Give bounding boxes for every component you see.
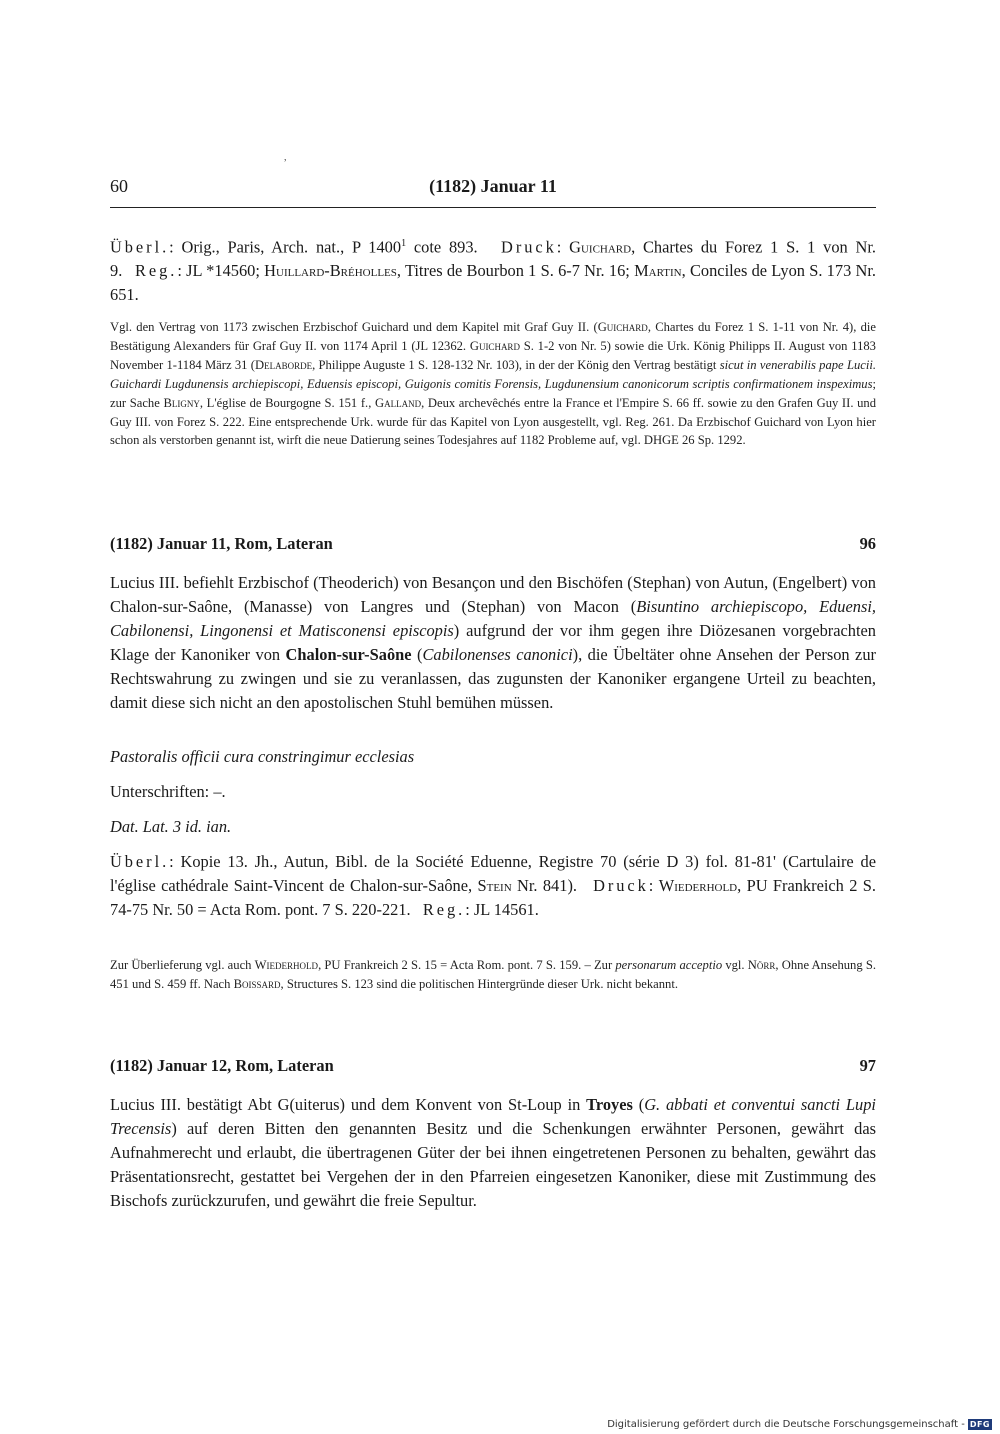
entry96-heading (110, 534, 876, 554)
dfg-logo: DFG (969, 1420, 990, 1429)
entry97-number: 97 (859, 1056, 876, 1075)
entry95-sources: Überl.: Orig., Paris, Arch. nat., P 1400$^1$ cote 893. Druck: Guichard, Chartes du Forez 1 S. 1 von Nr. 9. Reg.: JL *14560; Huillard-Bréholles, Titres de Bourbon 1 S. 6-7 Nr. 16; Martin, Conciles de Lyon S. 173 Nr. 651. (110, 237, 877, 305)
entry95-note: Vgl. den Vertrag von 1173 zwischen Erzbischof Guichard und dem Kapitel mit Graf Guy II. (Guichard, Chartes du Forez 1 S. 1-11 von Nr. 4), die Bestätigung Alexanders für Graf Guy II. von 1174 April 1 (JL 12362. Guichard S. 1-2 von Nr. 5) sowie die Urk. König Philipps II. August von 1183 November 1-1184 März 31 (Delaborde, Philippe Auguste 1 S. 128-132 Nr. 103), in der der König den Vertrag bestätigt sicut in venerabilis pape Lucii. Guichardi Lugdunensis archiepiscopi, Eduensis episcopi, Guigonis comitis Forensis, Lugdunensium canonicorum scriptis confirmationem inspeximus; zur Sache Bligny, L'église de Bourgogne S. 151 f., Galland, Deux archevêchés entre la France et l'Empire S. 66 ff. sowie zu den Grafen Guy II. und Guy III. von Forez S. 222. Eine entsprechende Urk. wurde für das Kapitel von Lyon ausgestellt, vgl. Reg. 261. Da Erzbischof Guichard von Lyon hier schon als verstorben genannt ist, wirft die neue Datierung seines Todesjahres auf 1182 Probleme auf, vgl. DHGE 26 Sp. 1292. (110, 320, 877, 448)
entry97-regest: Lucius III. bestätigt Abt G(uiterus) und dem Konvent von St-Loup in Troyes (G. abbati et conventui sancti Lupi Trecensis) auf deren Bitten den genannten Besitz und die Schenkungen erwähnter Personen, gewährt das Aufnahmerecht und erlaubt, die übertragenen Güter der bei ihnen eingetretenen Personen zu behalten, gewährt das Präsentationsrecht, gestattet bei Vergehen der in den Pfarreien eingesetzen Kanoniker, diese mit Zustimmung des Bischofs zurückzurufen, und gewährt die freie Sepultur. (110, 1095, 876, 1210)
entry96-dating: Dat. Lat. 3 id. ian. (110, 817, 232, 836)
running-title: (1182) Januar 11 (429, 176, 557, 196)
reg-label: Reg. (135, 261, 178, 281)
page-header (110, 176, 876, 202)
entry97-heading (110, 1056, 876, 1076)
druck-label: Druck (501, 237, 557, 257)
druck-label: Druck (593, 876, 649, 895)
page-number: 60 (110, 176, 128, 196)
funding-text: Digitalisierung gefördert durch die Deutsche Forschungsgemeinschaft - (607, 1419, 965, 1430)
stray-mark: , (284, 152, 287, 163)
entry96-sources: Überl.: Kopie 13. Jh., Autun, Bibl. de la Société Eduenne, Registre 70 (série D 3) fol. 81-81' (Cartulaire de l'église cathédrale Saint-Vincent de Chalon-sur-Saône, Stein Nr. 841). Druck: Wiederhold, PU Frankreich 2 S. 74-75 Nr. 50 = Acta Rom. pont. 7 S. 220-221. Reg.: JL 14561. (110, 852, 876, 919)
entry97-date: (1182) Januar 12, Rom, Lateran (110, 1056, 334, 1075)
entry96-number: 96 (859, 534, 876, 553)
ueberl-label: Überl. (110, 237, 170, 257)
funding-footer (607, 1419, 992, 1430)
entry96-incipit: Pastoralis officii cura constringimur ecclesias (110, 747, 415, 766)
ueberl-label: Überl. (110, 852, 170, 871)
header-rule (110, 207, 876, 208)
entry96-note: Zur Überlieferung vgl. auch Wiederhold, PU Frankreich 2 S. 15 = Acta Rom. pont. 7 S. 159. – Zur personarum acceptio vgl. Nörr, Ohne Ansehung S. 451 und S. 459 ff. Nach Boissard, Structures S. 123 sind die politischen Hintergründe dieser Urk. nicht bekannt. (110, 958, 876, 991)
reg-label: Reg. (422, 900, 466, 919)
entry96-subscriptions: Unterschriften: –. (110, 782, 226, 801)
entry96-regest: Lucius III. befiehlt Erzbischof (Theoderich) von Besançon und den Bischöfen (Stephan) von Autun, (Engelbert) von Chalon-sur-Saône, (Manasse) von Langres und (Stephan) von Macon (Bisuntino archiepiscopo, Eduensi, Cabilonensi, Lingonensi et Matisconensi episcopis) aufgrund der vor ihm gegen ihre Diözesanen vorgebrachten Klage der Kanoniker von Chalon-sur-Saône (Cabilonenses canonici), die Übeltäter ohne Ansehen der Person zur Rechtswahrung zu zwingen und sie zu veranlassen, das zugunsten der Kanoniker ergangene Urteil zu beachten, damit diese sich nicht an den apostolischen Stuhl bemühen müssen. (110, 573, 876, 712)
entry96-date: (1182) Januar 11, Rom, Lateran (110, 534, 333, 553)
